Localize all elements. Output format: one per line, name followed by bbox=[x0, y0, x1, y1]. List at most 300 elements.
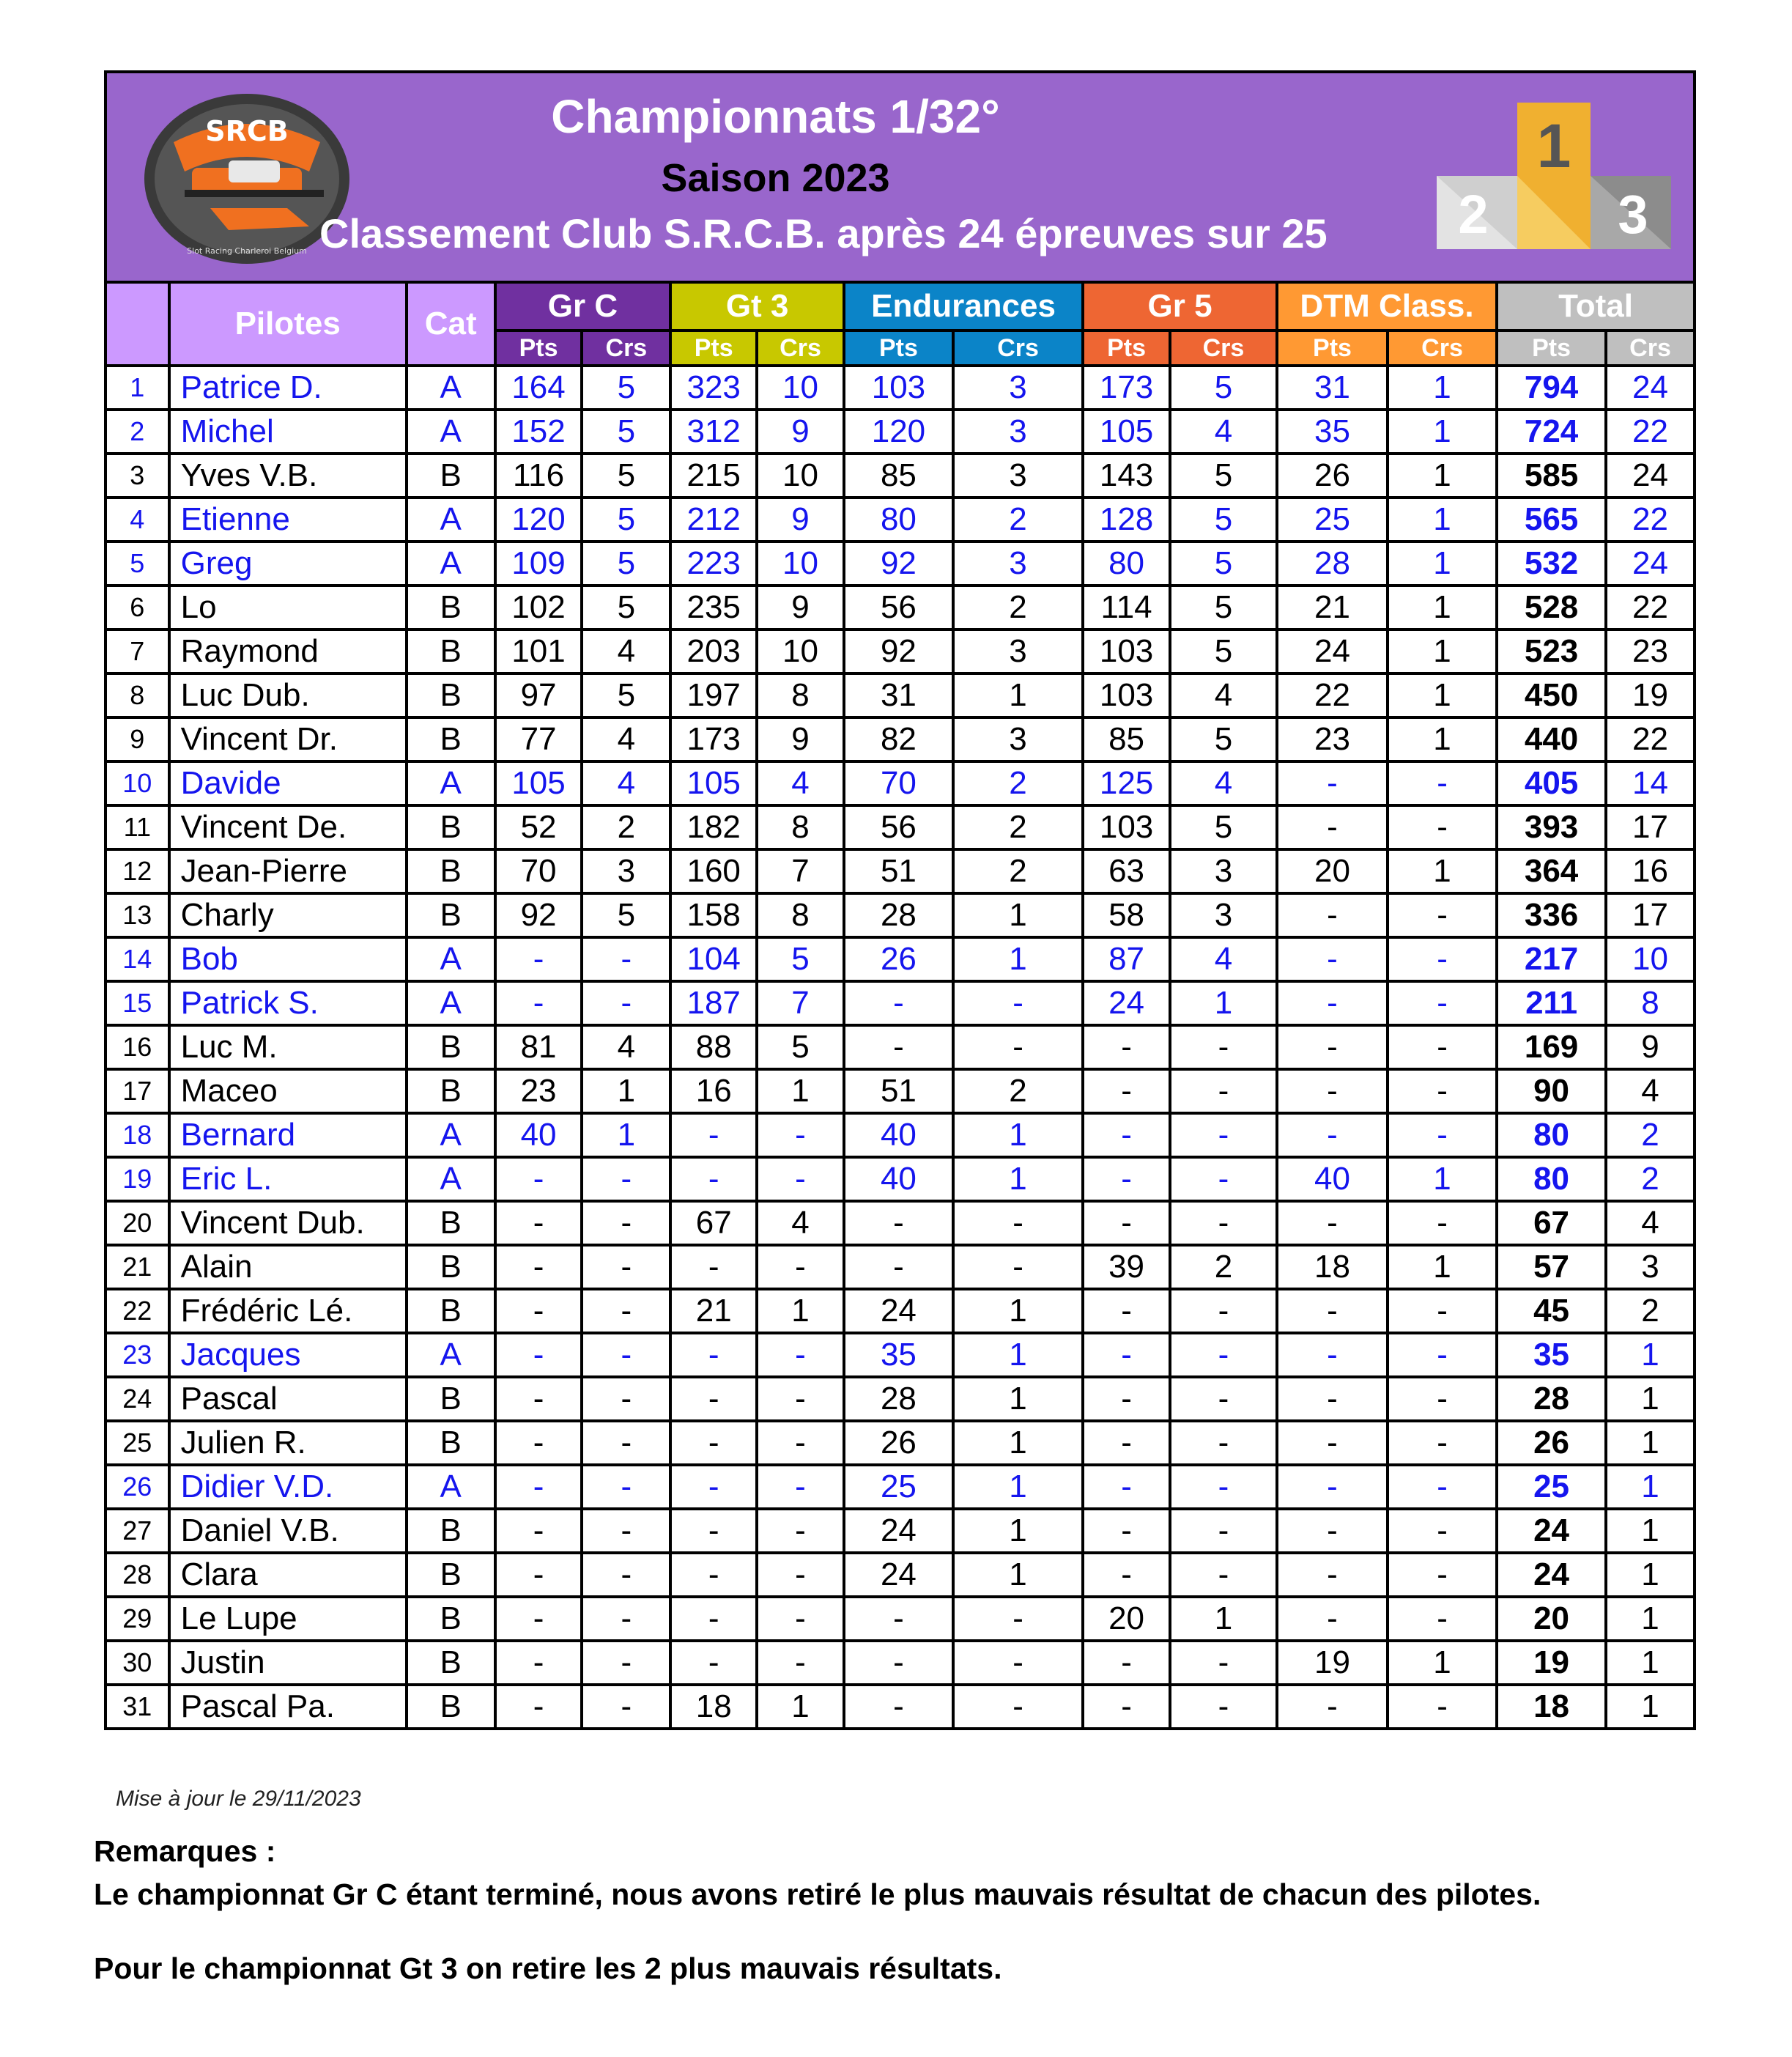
pilot-name-cell: Bernard bbox=[169, 1113, 407, 1157]
gt3-crs-cell: - bbox=[757, 1377, 844, 1421]
dtm-crs-cell: 1 bbox=[1388, 366, 1497, 410]
pilot-name-cell: Raymond bbox=[169, 629, 407, 673]
end-pts-cell: 82 bbox=[844, 717, 953, 761]
gt3-pts-cell: 105 bbox=[670, 761, 757, 805]
total-pts-cell: 25 bbox=[1497, 1465, 1606, 1509]
pilotes-header: Pilotes bbox=[169, 282, 407, 366]
grc-pts-cell: 101 bbox=[495, 629, 582, 673]
rank-header bbox=[105, 282, 169, 366]
gt3-crs-cell: 4 bbox=[757, 761, 844, 805]
dtm-pts-cell: 18 bbox=[1277, 1245, 1388, 1289]
gt3-crs-cell: 7 bbox=[757, 849, 844, 893]
dtm-pts-cell: - bbox=[1277, 1069, 1388, 1113]
gr5-pts-cell: - bbox=[1083, 1025, 1170, 1069]
gr5-crs-cell: 5 bbox=[1170, 717, 1277, 761]
grc-pts-cell: 102 bbox=[495, 586, 582, 629]
pilot-name-cell: Le Lupe bbox=[169, 1597, 407, 1641]
total-crs-cell: 24 bbox=[1606, 366, 1695, 410]
total-crs-cell: 1 bbox=[1606, 1465, 1695, 1509]
end-crs-cell: 1 bbox=[953, 1157, 1083, 1201]
gt3-pts-cell: 223 bbox=[670, 542, 757, 586]
gr5-pts-cell: 103 bbox=[1083, 673, 1170, 717]
logo-text: SRCB bbox=[205, 115, 289, 147]
dtm-pts-cell: - bbox=[1277, 805, 1388, 849]
gt3-pts-cell: 173 bbox=[670, 717, 757, 761]
dtm-crs-cell: - bbox=[1388, 1377, 1497, 1421]
grc-crs-cell: 5 bbox=[582, 542, 670, 586]
dtm-pts-cell: 28 bbox=[1277, 542, 1388, 586]
end-crs-cell: 1 bbox=[953, 1553, 1083, 1597]
gt3-pts-cell: - bbox=[670, 1465, 757, 1509]
total-crs-cell: 22 bbox=[1606, 586, 1695, 629]
grc-pts-cell: - bbox=[495, 1377, 582, 1421]
grc-pts-cell: - bbox=[495, 1553, 582, 1597]
end-pts-cell: 92 bbox=[844, 629, 953, 673]
total-crs-cell: 4 bbox=[1606, 1201, 1695, 1245]
grc-pts-cell: 97 bbox=[495, 673, 582, 717]
gr5-pts-cell: 87 bbox=[1083, 937, 1170, 981]
gr5-pts-cell: - bbox=[1083, 1509, 1170, 1553]
grc-crs-cell: - bbox=[582, 1333, 670, 1377]
dtm-pts-cell: 35 bbox=[1277, 410, 1388, 454]
pilot-name-cell: Davide bbox=[169, 761, 407, 805]
total-pts-cell: 90 bbox=[1497, 1069, 1606, 1113]
end-pts-cell: 80 bbox=[844, 498, 953, 542]
gr5-crs-cell: 5 bbox=[1170, 586, 1277, 629]
dtm-pts-cell: 40 bbox=[1277, 1157, 1388, 1201]
category-cell: A bbox=[407, 981, 495, 1025]
dtm-pts-cell: - bbox=[1277, 1509, 1388, 1553]
gr5-pts-cell: 39 bbox=[1083, 1245, 1170, 1289]
dtm-pts-cell: - bbox=[1277, 1289, 1388, 1333]
gt3-pts-cell: - bbox=[670, 1509, 757, 1553]
dtm-crs-cell: - bbox=[1388, 1069, 1497, 1113]
dtm-crs-cell: - bbox=[1388, 805, 1497, 849]
end-pts-cell: 92 bbox=[844, 542, 953, 586]
gt3-crs-cell: 9 bbox=[757, 586, 844, 629]
grc-pts-cell: - bbox=[495, 981, 582, 1025]
category-cell: B bbox=[407, 1421, 495, 1465]
gr5-crs-cell: - bbox=[1170, 1509, 1277, 1553]
grc-crs-cell: 5 bbox=[582, 454, 670, 498]
gt3-crs-cell: - bbox=[757, 1597, 844, 1641]
grc-crs-cell: 5 bbox=[582, 673, 670, 717]
pilot-name-cell: Julien R. bbox=[169, 1421, 407, 1465]
rank-cell: 8 bbox=[105, 673, 169, 717]
gr5-pts-cell: - bbox=[1083, 1289, 1170, 1333]
gr5-crs-cell: 1 bbox=[1170, 981, 1277, 1025]
gt3-pts-cell: 21 bbox=[670, 1289, 757, 1333]
group-header-total: Total bbox=[1497, 282, 1695, 330]
end-pts-cell: - bbox=[844, 1641, 953, 1685]
page-title: Championnats 1/32° bbox=[551, 90, 1000, 143]
dtm-crs-cell: - bbox=[1388, 981, 1497, 1025]
dtm-crs-cell: 1 bbox=[1388, 410, 1497, 454]
total-crs-cell: 1 bbox=[1606, 1333, 1695, 1377]
gt3-crs-cell: 10 bbox=[757, 542, 844, 586]
category-cell: B bbox=[407, 1025, 495, 1069]
gt3-pts-cell: 160 bbox=[670, 849, 757, 893]
category-cell: B bbox=[407, 717, 495, 761]
gr5-crs-cell: - bbox=[1170, 1113, 1277, 1157]
table-row bbox=[105, 1333, 1695, 1377]
table-row bbox=[105, 542, 1695, 586]
gr5-pts-cell: 125 bbox=[1083, 761, 1170, 805]
gr5-pts-cell: - bbox=[1083, 1201, 1170, 1245]
pilot-name-cell: Patrice D. bbox=[169, 366, 407, 410]
grc-pts-cell: 40 bbox=[495, 1113, 582, 1157]
dtm-pts-cell: - bbox=[1277, 937, 1388, 981]
end-pts-cell: 70 bbox=[844, 761, 953, 805]
total-pts-cell: 336 bbox=[1497, 893, 1606, 937]
dtm-crs-cell: - bbox=[1388, 1553, 1497, 1597]
end-crs-cell: 2 bbox=[953, 805, 1083, 849]
grc-crs-cell: - bbox=[582, 1509, 670, 1553]
category-cell: A bbox=[407, 542, 495, 586]
end-crs-cell: 2 bbox=[953, 849, 1083, 893]
pilot-name-cell: Charly bbox=[169, 893, 407, 937]
gr5-crs-cell: - bbox=[1170, 1157, 1277, 1201]
grc-pts-cell: 109 bbox=[495, 542, 582, 586]
dtm-crs-cell: - bbox=[1388, 1421, 1497, 1465]
grc-pts-cell: - bbox=[495, 1509, 582, 1553]
grc-pts-cell: 116 bbox=[495, 454, 582, 498]
total-crs-cell: 19 bbox=[1606, 673, 1695, 717]
gr5-pts-cell: 58 bbox=[1083, 893, 1170, 937]
pilot-name-cell: Pascal bbox=[169, 1377, 407, 1421]
grc-crs-cell: 4 bbox=[582, 717, 670, 761]
table-row bbox=[105, 1421, 1695, 1465]
pilot-name-cell: Daniel V.B. bbox=[169, 1509, 407, 1553]
rank-cell: 19 bbox=[105, 1157, 169, 1201]
grc-crs-cell: - bbox=[582, 981, 670, 1025]
gr5-pts-cell: - bbox=[1083, 1377, 1170, 1421]
gr5-pts-cell: 24 bbox=[1083, 981, 1170, 1025]
pilot-name-cell: Greg bbox=[169, 542, 407, 586]
grc-crs-cell: 5 bbox=[582, 410, 670, 454]
gr5-crs-cell: 5 bbox=[1170, 498, 1277, 542]
end-crs-cell: 3 bbox=[953, 366, 1083, 410]
grc-pts-cell: - bbox=[495, 1685, 582, 1729]
grc-crs-cell: 5 bbox=[582, 366, 670, 410]
dtm-pts-cell: 21 bbox=[1277, 586, 1388, 629]
dtm-pts-cell: - bbox=[1277, 1201, 1388, 1245]
table-row bbox=[105, 717, 1695, 761]
end-pts-cell: 25 bbox=[844, 1465, 953, 1509]
end-crs-cell: 3 bbox=[953, 542, 1083, 586]
end-pts-cell: 56 bbox=[844, 805, 953, 849]
category-cell: B bbox=[407, 1201, 495, 1245]
grc-crs-cell: 1 bbox=[582, 1113, 670, 1157]
table-row bbox=[105, 1201, 1695, 1245]
grc-pts-cell: - bbox=[495, 1421, 582, 1465]
gr5-crs-cell: - bbox=[1170, 1289, 1277, 1333]
dtm-pts-cell: - bbox=[1277, 1113, 1388, 1157]
total-crs-cell: 22 bbox=[1606, 498, 1695, 542]
total-crs-cell: 1 bbox=[1606, 1597, 1695, 1641]
table-row bbox=[105, 1025, 1695, 1069]
end-crs-cell: 1 bbox=[953, 1509, 1083, 1553]
gt3-pts-cell: - bbox=[670, 1597, 757, 1641]
rank-cell: 11 bbox=[105, 805, 169, 849]
gt3-crs-cell: 4 bbox=[757, 1201, 844, 1245]
total-pts-cell: 450 bbox=[1497, 673, 1606, 717]
gt3-crs-cell: 10 bbox=[757, 629, 844, 673]
gr5-crs-cell: 3 bbox=[1170, 893, 1277, 937]
grc-crs-cell: 4 bbox=[582, 761, 670, 805]
gt3-crs-cell: - bbox=[757, 1465, 844, 1509]
total-pts-cell: 211 bbox=[1497, 981, 1606, 1025]
group-header-gt3: Gt 3 bbox=[670, 282, 844, 330]
total-pts-cell: 24 bbox=[1497, 1509, 1606, 1553]
total-crs-cell: 1 bbox=[1606, 1553, 1695, 1597]
dtm-crs-cell: 1 bbox=[1388, 717, 1497, 761]
gr5-pts-cell: 20 bbox=[1083, 1597, 1170, 1641]
end-crs-cell: - bbox=[953, 1597, 1083, 1641]
end-pts-cell: - bbox=[844, 1201, 953, 1245]
sub-header-pts: Pts bbox=[670, 330, 757, 366]
category-cell: B bbox=[407, 1597, 495, 1641]
season-label: Saison 2023 bbox=[661, 156, 890, 200]
dtm-crs-cell: - bbox=[1388, 1509, 1497, 1553]
end-pts-cell: 40 bbox=[844, 1157, 953, 1201]
category-cell: B bbox=[407, 1553, 495, 1597]
dtm-pts-cell: - bbox=[1277, 1421, 1388, 1465]
gt3-crs-cell: - bbox=[757, 1157, 844, 1201]
rank-cell: 31 bbox=[105, 1685, 169, 1729]
pilot-name-cell: Lo bbox=[169, 586, 407, 629]
total-pts-cell: 57 bbox=[1497, 1245, 1606, 1289]
category-cell: B bbox=[407, 1641, 495, 1685]
dtm-crs-cell: 1 bbox=[1388, 673, 1497, 717]
end-pts-cell: 24 bbox=[844, 1289, 953, 1333]
gr5-pts-cell: - bbox=[1083, 1641, 1170, 1685]
dtm-pts-cell: - bbox=[1277, 1553, 1388, 1597]
table-row bbox=[105, 410, 1695, 454]
pilot-name-cell: Yves V.B. bbox=[169, 454, 407, 498]
total-crs-cell: 1 bbox=[1606, 1377, 1695, 1421]
pilot-name-cell: Maceo bbox=[169, 1069, 407, 1113]
total-crs-cell: 22 bbox=[1606, 717, 1695, 761]
end-pts-cell: 24 bbox=[844, 1509, 953, 1553]
total-crs-cell: 10 bbox=[1606, 937, 1695, 981]
gr5-crs-cell: 4 bbox=[1170, 410, 1277, 454]
dtm-pts-cell: 23 bbox=[1277, 717, 1388, 761]
podium-third: 3 bbox=[1618, 184, 1648, 245]
grc-crs-cell: - bbox=[582, 1201, 670, 1245]
gt3-pts-cell: - bbox=[670, 1157, 757, 1201]
table-row bbox=[105, 1685, 1695, 1729]
dtm-pts-cell: 20 bbox=[1277, 849, 1388, 893]
gt3-crs-cell: 8 bbox=[757, 893, 844, 937]
gt3-pts-cell: - bbox=[670, 1113, 757, 1157]
gt3-pts-cell: - bbox=[670, 1377, 757, 1421]
table-row bbox=[105, 981, 1695, 1025]
end-pts-cell: 31 bbox=[844, 673, 953, 717]
pilot-name-cell: Michel bbox=[169, 410, 407, 454]
category-cell: B bbox=[407, 586, 495, 629]
dtm-pts-cell: - bbox=[1277, 1685, 1388, 1729]
dtm-crs-cell: 1 bbox=[1388, 1157, 1497, 1201]
total-pts-cell: 364 bbox=[1497, 849, 1606, 893]
total-pts-cell: 440 bbox=[1497, 717, 1606, 761]
total-pts-cell: 169 bbox=[1497, 1025, 1606, 1069]
end-pts-cell: 35 bbox=[844, 1333, 953, 1377]
rank-cell: 12 bbox=[105, 849, 169, 893]
gt3-crs-cell: 10 bbox=[757, 366, 844, 410]
end-crs-cell: 1 bbox=[953, 1113, 1083, 1157]
total-crs-cell: 22 bbox=[1606, 410, 1695, 454]
gt3-pts-cell: 187 bbox=[670, 981, 757, 1025]
dtm-pts-cell: - bbox=[1277, 761, 1388, 805]
grc-crs-cell: - bbox=[582, 1685, 670, 1729]
rank-cell: 14 bbox=[105, 937, 169, 981]
end-crs-cell: 3 bbox=[953, 454, 1083, 498]
pilot-name-cell: Vincent Dub. bbox=[169, 1201, 407, 1245]
grc-pts-cell: - bbox=[495, 937, 582, 981]
rank-cell: 2 bbox=[105, 410, 169, 454]
grc-pts-cell: - bbox=[495, 1597, 582, 1641]
gr5-crs-cell: - bbox=[1170, 1069, 1277, 1113]
pilot-name-cell: Pascal Pa. bbox=[169, 1685, 407, 1729]
dtm-crs-cell: - bbox=[1388, 937, 1497, 981]
grc-crs-cell: - bbox=[582, 1465, 670, 1509]
grc-pts-cell: 52 bbox=[495, 805, 582, 849]
end-pts-cell: 56 bbox=[844, 586, 953, 629]
dtm-pts-cell: 25 bbox=[1277, 498, 1388, 542]
category-cell: B bbox=[407, 849, 495, 893]
pilot-name-cell: Etienne bbox=[169, 498, 407, 542]
category-cell: A bbox=[407, 1113, 495, 1157]
gr5-pts-cell: 114 bbox=[1083, 586, 1170, 629]
total-crs-cell: 14 bbox=[1606, 761, 1695, 805]
gt3-pts-cell: 182 bbox=[670, 805, 757, 849]
table-row bbox=[105, 629, 1695, 673]
gt3-pts-cell: 104 bbox=[670, 937, 757, 981]
end-pts-cell: 28 bbox=[844, 893, 953, 937]
dtm-crs-cell: 1 bbox=[1388, 1245, 1497, 1289]
rank-cell: 21 bbox=[105, 1245, 169, 1289]
gt3-crs-cell: 9 bbox=[757, 717, 844, 761]
dtm-pts-cell: 24 bbox=[1277, 629, 1388, 673]
rank-cell: 20 bbox=[105, 1201, 169, 1245]
end-pts-cell: 40 bbox=[844, 1113, 953, 1157]
dtm-crs-cell: 1 bbox=[1388, 1641, 1497, 1685]
table-row bbox=[105, 1597, 1695, 1641]
grc-crs-cell: 5 bbox=[582, 586, 670, 629]
gr5-crs-cell: 1 bbox=[1170, 1597, 1277, 1641]
podium-icon bbox=[1437, 103, 1678, 278]
end-crs-cell: 1 bbox=[953, 1421, 1083, 1465]
grc-pts-cell: - bbox=[495, 1465, 582, 1509]
gr5-pts-cell: 63 bbox=[1083, 849, 1170, 893]
logo-subtext: Slot Racing Charleroi Belgium bbox=[187, 246, 307, 256]
end-pts-cell: 26 bbox=[844, 937, 953, 981]
standings-table bbox=[104, 281, 1696, 1730]
dtm-crs-cell: - bbox=[1388, 1597, 1497, 1641]
end-crs-cell: - bbox=[953, 981, 1083, 1025]
gt3-crs-cell: - bbox=[757, 1245, 844, 1289]
end-crs-cell: 1 bbox=[953, 1465, 1083, 1509]
rank-cell: 1 bbox=[105, 366, 169, 410]
grc-pts-cell: 77 bbox=[495, 717, 582, 761]
gt3-pts-cell: - bbox=[670, 1333, 757, 1377]
gt3-crs-cell: 8 bbox=[757, 805, 844, 849]
pilot-name-cell: Luc M. bbox=[169, 1025, 407, 1069]
dtm-crs-cell: - bbox=[1388, 1465, 1497, 1509]
grc-crs-cell: - bbox=[582, 1421, 670, 1465]
table-row bbox=[105, 893, 1695, 937]
gr5-crs-cell: - bbox=[1170, 1333, 1277, 1377]
rank-cell: 5 bbox=[105, 542, 169, 586]
total-pts-cell: 393 bbox=[1497, 805, 1606, 849]
end-crs-cell: 1 bbox=[953, 1377, 1083, 1421]
grc-pts-cell: 164 bbox=[495, 366, 582, 410]
rank-cell: 25 bbox=[105, 1421, 169, 1465]
total-crs-cell: 24 bbox=[1606, 542, 1695, 586]
gr5-crs-cell: 4 bbox=[1170, 673, 1277, 717]
gt3-pts-cell: 323 bbox=[670, 366, 757, 410]
dtm-pts-cell: - bbox=[1277, 893, 1388, 937]
sub-header-pts: Pts bbox=[1277, 330, 1388, 366]
rank-cell: 23 bbox=[105, 1333, 169, 1377]
rank-cell: 28 bbox=[105, 1553, 169, 1597]
dtm-crs-cell: - bbox=[1388, 761, 1497, 805]
table-row bbox=[105, 761, 1695, 805]
pilot-name-cell: Justin bbox=[169, 1641, 407, 1685]
dtm-pts-cell: - bbox=[1277, 981, 1388, 1025]
rank-cell: 15 bbox=[105, 981, 169, 1025]
table-row bbox=[105, 1157, 1695, 1201]
total-crs-cell: 4 bbox=[1606, 1069, 1695, 1113]
grc-crs-cell: 1 bbox=[582, 1069, 670, 1113]
sub-header-crs: Crs bbox=[1388, 330, 1497, 366]
dtm-crs-cell: - bbox=[1388, 1333, 1497, 1377]
gr5-pts-cell: - bbox=[1083, 1553, 1170, 1597]
end-pts-cell: - bbox=[844, 1597, 953, 1641]
grc-crs-cell: - bbox=[582, 1157, 670, 1201]
total-crs-cell: 16 bbox=[1606, 849, 1695, 893]
dtm-pts-cell: 31 bbox=[1277, 366, 1388, 410]
cat-header: Cat bbox=[407, 282, 495, 366]
table-row bbox=[105, 454, 1695, 498]
end-crs-cell: 2 bbox=[953, 761, 1083, 805]
end-crs-cell: 1 bbox=[953, 937, 1083, 981]
gr5-crs-cell: - bbox=[1170, 1465, 1277, 1509]
category-cell: A bbox=[407, 498, 495, 542]
gr5-pts-cell: 103 bbox=[1083, 805, 1170, 849]
gr5-crs-cell: 4 bbox=[1170, 937, 1277, 981]
table-row bbox=[105, 1509, 1695, 1553]
grc-pts-cell: 92 bbox=[495, 893, 582, 937]
pilot-name-cell: Patrick S. bbox=[169, 981, 407, 1025]
gr5-pts-cell: - bbox=[1083, 1069, 1170, 1113]
gt3-crs-cell: 10 bbox=[757, 454, 844, 498]
dtm-crs-cell: - bbox=[1388, 1025, 1497, 1069]
gt3-crs-cell: 1 bbox=[757, 1069, 844, 1113]
gt3-pts-cell: 16 bbox=[670, 1069, 757, 1113]
table-row bbox=[105, 805, 1695, 849]
pilot-name-cell: Alain bbox=[169, 1245, 407, 1289]
gt3-pts-cell: 215 bbox=[670, 454, 757, 498]
gr5-pts-cell: 85 bbox=[1083, 717, 1170, 761]
header-banner bbox=[104, 70, 1696, 281]
total-pts-cell: 532 bbox=[1497, 542, 1606, 586]
grc-pts-cell: - bbox=[495, 1333, 582, 1377]
gr5-crs-cell: 5 bbox=[1170, 542, 1277, 586]
rank-cell: 10 bbox=[105, 761, 169, 805]
dtm-crs-cell: 1 bbox=[1388, 454, 1497, 498]
